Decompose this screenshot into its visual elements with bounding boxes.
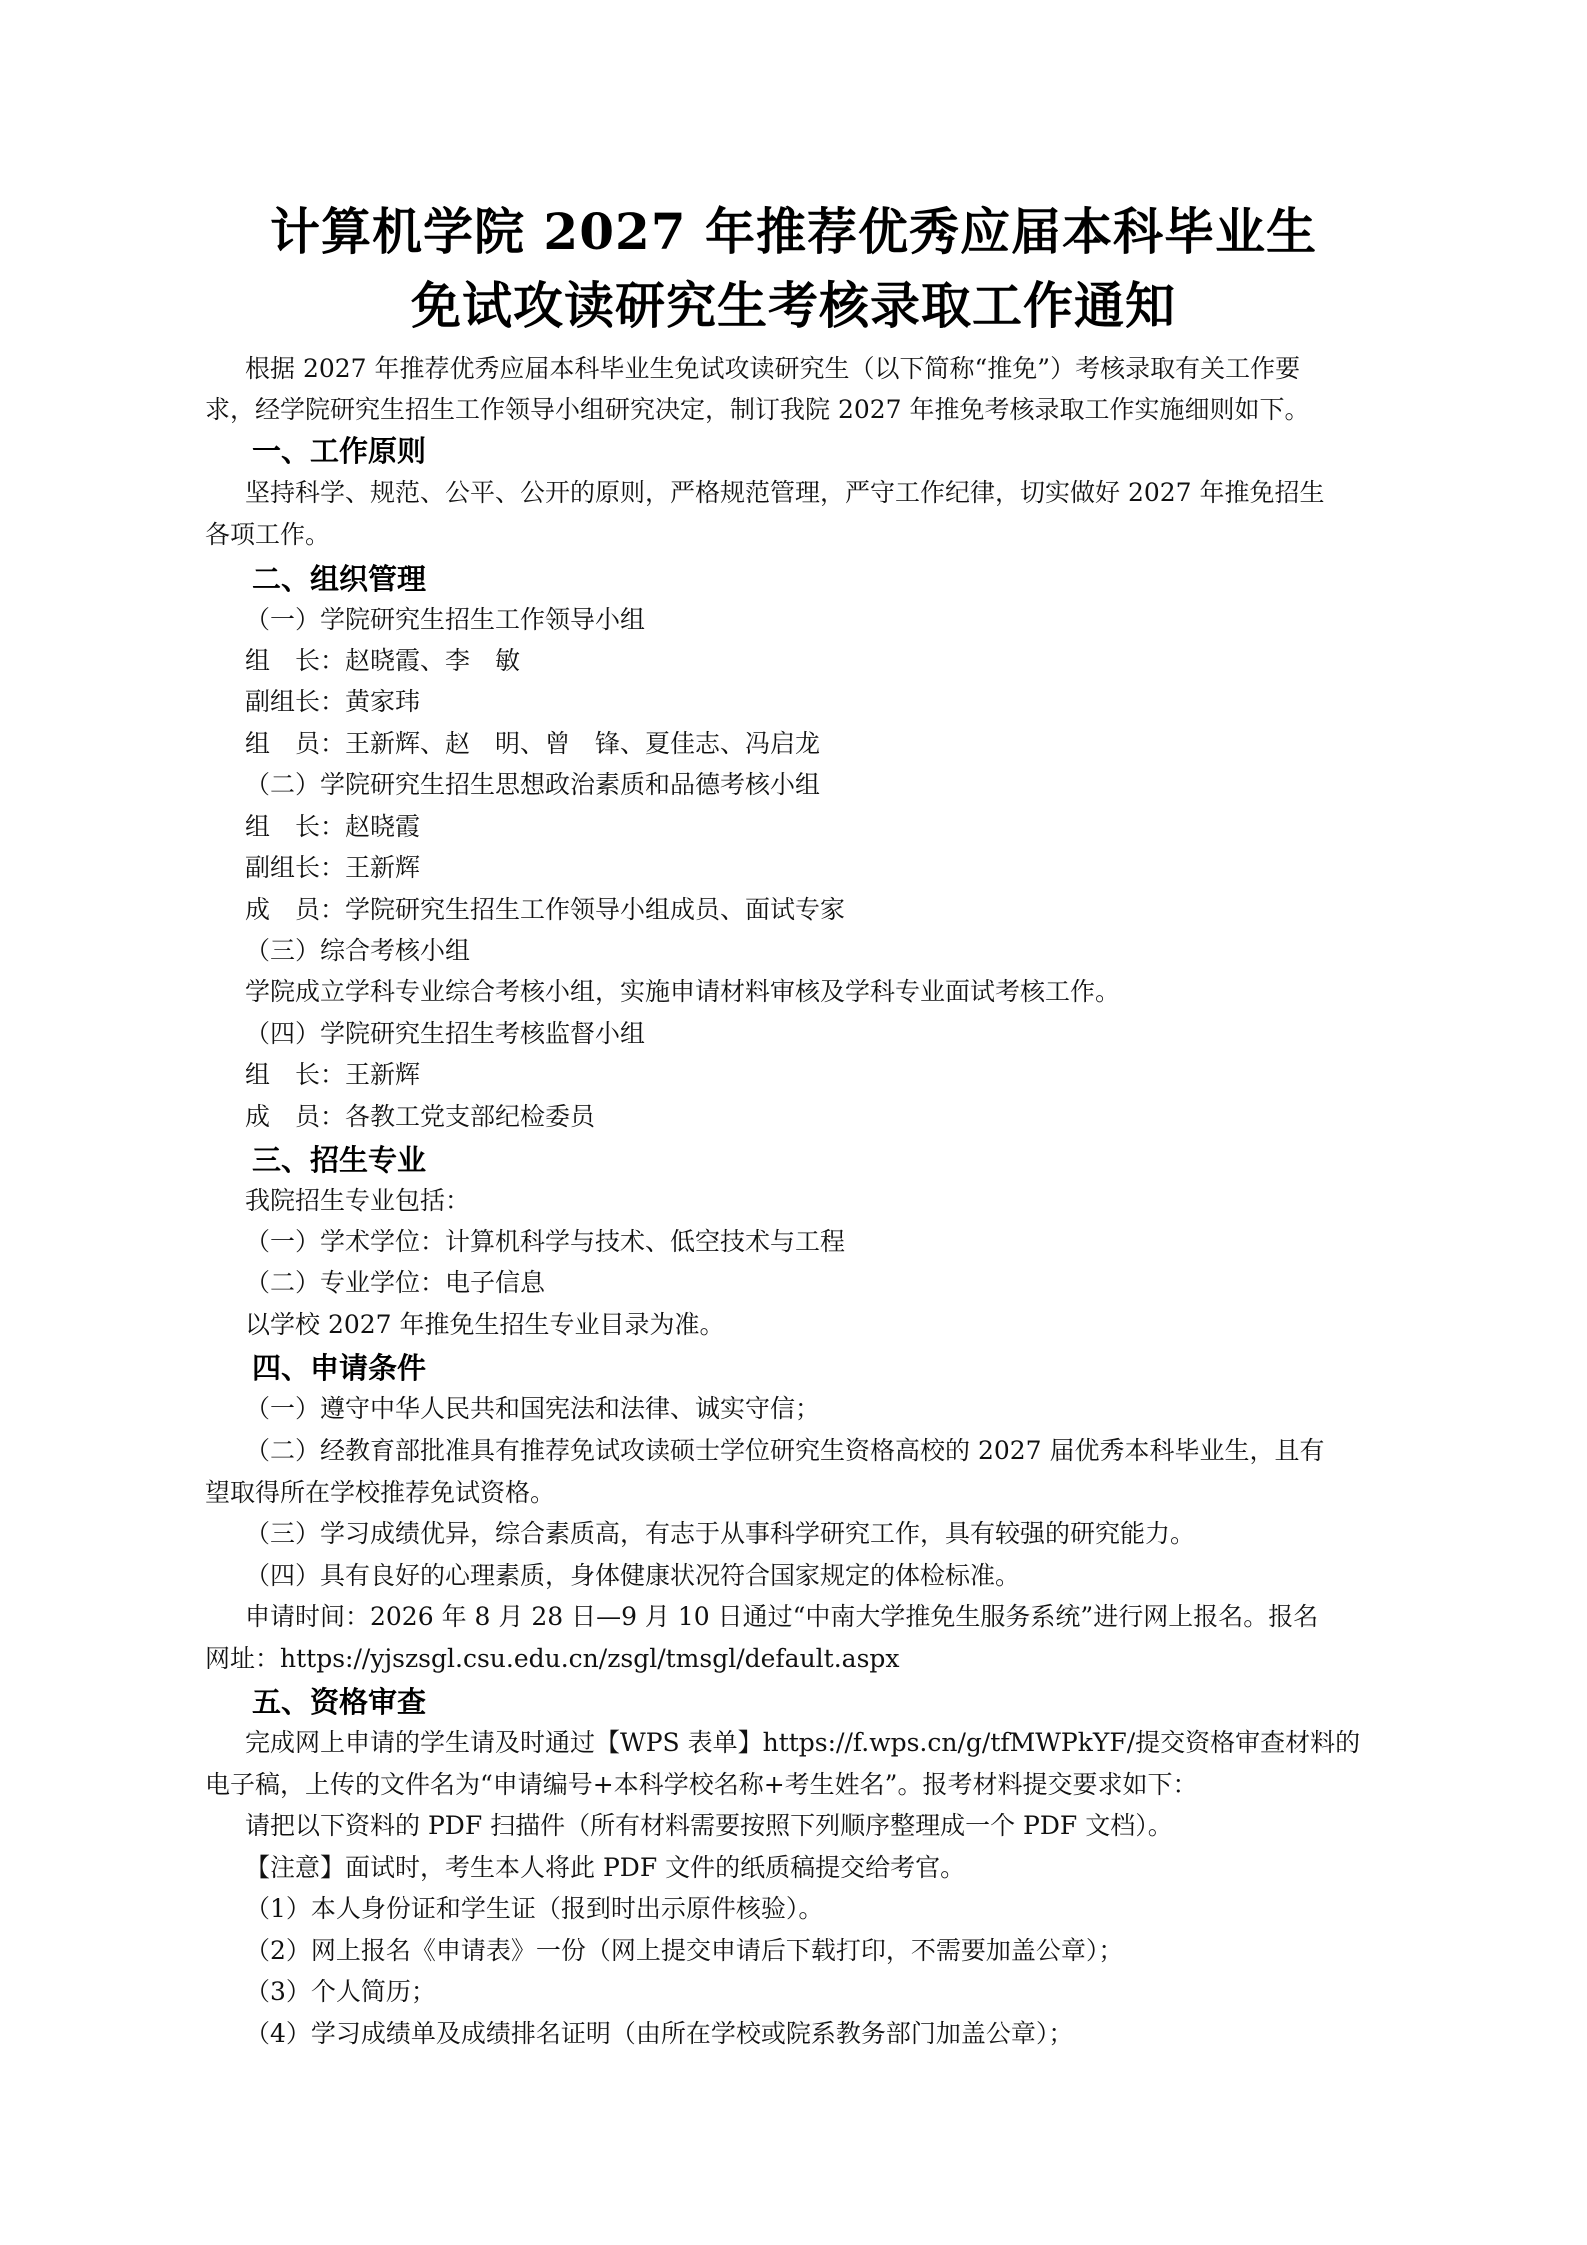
majors-line-1: 我院招生专业包括：	[245, 1186, 471, 1215]
requirement-2-line-2: 望取得所在学校推荐免试资格。	[205, 1478, 556, 1507]
org-group-4-leader: 组 长：王新辉	[245, 1060, 421, 1089]
majors-academic-degree: （一）学术学位：计算机科学与技术、低空技术与工程	[245, 1227, 846, 1256]
review-item-2: （2）网上报名《申请表》一份（网上提交申请后下载打印，不需要加盖公章）；	[245, 1936, 1124, 1965]
review-line-1: 完成网上申请的学生请及时通过【WPS 表单】https://f.wps.cn/g/tfMWPkYF/提交资格审查材料的	[245, 1728, 1361, 1757]
org-group-4-title: （四）学院研究生招生考核监督小组	[245, 1019, 646, 1048]
section-heading-requirements: 四、申请条件	[252, 1351, 427, 1385]
requirement-2-line-1: （二）经教育部批准具有推荐免试攻读硕士学位研究生资格高校的 2027 届优秀本科毕业生，且有	[245, 1436, 1325, 1465]
application-time-line-1: 申请时间：2026 年 8 月 28 日—9 月 10 日通过“中南大学推免生服务系统”进行网上报名。报名	[245, 1602, 1319, 1631]
section-heading-principles: 一、工作原则	[252, 434, 427, 468]
section-heading-majors: 三、招生专业	[252, 1143, 427, 1177]
org-group-2-title: （二）学院研究生招生思想政治素质和品德考核小组	[245, 770, 821, 799]
review-notice: 【注意】面试时，考生本人将此 PDF 文件的纸质稿提交给考官。	[245, 1853, 966, 1882]
document-title-line-1: 计算机学院 2027 年推荐优秀应届本科毕业生	[270, 202, 1317, 261]
review-item-3: （3）个人简历；	[245, 1977, 436, 2006]
org-group-2-deputy: 副组长：王新辉	[245, 853, 421, 882]
section-heading-organization: 二、组织管理	[252, 562, 427, 596]
org-group-3-description: 学院成立学科专业综合考核小组，实施申请材料审核及学科专业面试考核工作。	[245, 977, 1121, 1006]
review-line-2: 电子稿，上传的文件名为“申请编号+本科学校名称+考生姓名”。报考材料提交要求如下：	[205, 1770, 1198, 1799]
org-group-1-title: （一）学院研究生招生工作领导小组	[245, 605, 646, 634]
review-item-4: （4）学习成绩单及成绩排名证明（由所在学校或院系教务部门加盖公章）；	[245, 2019, 1074, 2048]
principles-line-1: 坚持科学、规范、公平、公开的原则，严格规范管理，严守工作纪律，切实做好 2027 年推免招生	[245, 478, 1325, 507]
requirement-1: （一）遵守中华人民共和国宪法和法律、诚实守信；	[245, 1394, 821, 1423]
requirement-4: （四）具有良好的心理素质，身体健康状况符合国家规定的体检标准。	[245, 1561, 1021, 1590]
org-group-1-leader: 组 长：赵晓霞、李 敏	[245, 646, 521, 675]
org-group-4-members: 成 员：各教工党支部纪检委员	[245, 1102, 596, 1131]
application-url-line: 网址：https://yjszsgl.csu.edu.cn/zsgl/tmsgl/default.aspx	[205, 1644, 900, 1673]
principles-line-2: 各项工作。	[205, 520, 331, 549]
org-group-1-deputy: 副组长：黄家玮	[245, 687, 421, 716]
org-group-2-members: 成 员：学院研究生招生工作领导小组成员、面试专家	[245, 895, 846, 924]
intro-paragraph-line-1: 根据 2027 年推荐优秀应届本科毕业生免试攻读研究生（以下简称“推免”）考核录取有关工作要	[245, 354, 1301, 383]
document-title-line-2: 免试攻读研究生考核录取工作通知	[411, 276, 1176, 335]
review-item-1: （1）本人身份证和学生证（报到时出示原件核验）。	[245, 1894, 824, 1923]
majors-professional-degree: （二）专业学位：电子信息	[245, 1268, 546, 1297]
requirement-3: （三）学习成绩优异，综合素质高，有志于从事科学研究工作，具有较强的研究能力。	[245, 1519, 1196, 1548]
majors-catalog-note: 以学校 2027 年推免生招生专业目录为准。	[245, 1310, 725, 1339]
org-group-2-leader: 组 长：赵晓霞	[245, 812, 421, 841]
org-group-3-title: （三）综合考核小组	[245, 936, 471, 965]
review-pdf-instruction: 请把以下资料的 PDF 扫描件（所有材料需要按照下列顺序整理成一个 PDF 文档）。	[245, 1811, 1173, 1840]
section-heading-qualification-review: 五、资格审查	[252, 1685, 427, 1719]
org-group-1-members: 组 员：王新辉、赵 明、曾 锋、夏佳志、冯启龙	[245, 729, 821, 758]
intro-paragraph-line-2: 求，经学院研究生招生工作领导小组研究决定，制订我院 2027 年推免考核录取工作实施细则如下。	[205, 395, 1310, 424]
